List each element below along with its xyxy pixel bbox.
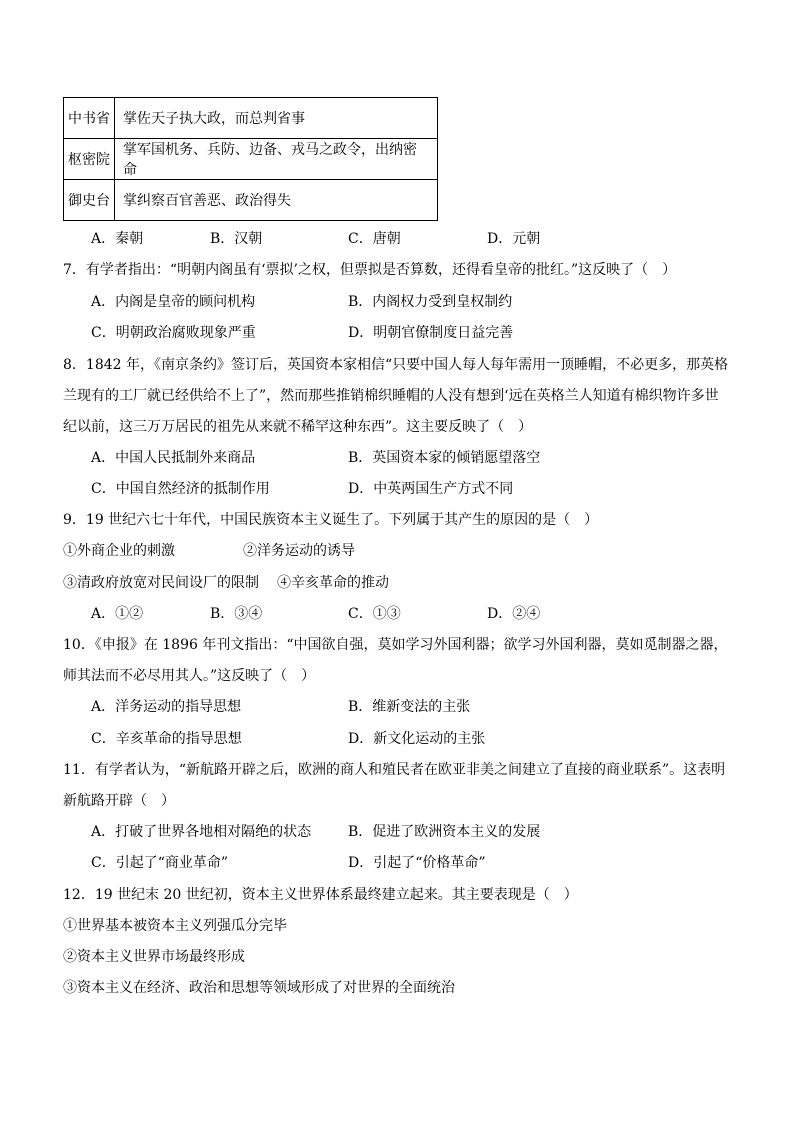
table-row <box>64 139 438 180</box>
institution-duty: 掌纠察百官善恶、政治得失 <box>115 180 438 221</box>
institution-duty: 掌军国机务、兵防、边备、戎马之政令，出纳密命 <box>115 139 438 180</box>
q7-option-a: A．内阁是皇帝的顾问机构 <box>91 294 256 310</box>
q7-option-b: B．内阁权力受到皇权制约 <box>348 294 513 310</box>
q8-option-c: C．中国自然经济的抵制作用 <box>91 481 270 497</box>
q12-item-3: ③资本主义在经济、政治和思想等领域形成了对世界的全面统治 <box>63 980 455 996</box>
q9-item-4: ④辛亥革命的推动 <box>277 575 389 591</box>
q11-stem-line-1: 11．有学者认为，“新航路开辟之后，欧洲的商人和殖民者在欧亚非美之间建立了直接的商业联系”。这表明 <box>63 762 726 778</box>
table-row <box>64 98 438 139</box>
q11-stem-line-2: 新航路开辟（ ） <box>63 793 175 809</box>
q9-item-3: ③清政府放宽对民间设厂的限制 <box>63 575 259 591</box>
q12-item-1: ①世界基本被资本主义列强瓜分完毕 <box>63 918 287 934</box>
q9-stem: 9．19 世纪六七十年代，中国民族资本主义诞生了。下列属于其产生的原因的是（ ） <box>63 512 599 528</box>
q10-stem-line-2: 师其法而不必尽用其人。”这反映了（ ） <box>63 668 316 684</box>
q11-option-a: A．打破了世界各地相对隔绝的状态 <box>91 824 312 840</box>
q6-option-c: C．唐朝 <box>348 231 401 247</box>
q10-option-b: B．维新变法的主张 <box>348 699 471 715</box>
q10-stem-line-1: 10．《申报》在 1896 年刊文指出：“中国欲自强，莫如学习外国利器；欲学习外国利器，莫如觅制器之器， <box>63 637 728 653</box>
institution-name: 中书省 <box>64 98 115 139</box>
q9-option-a: A．①② <box>91 606 144 622</box>
institution-name: 御史台 <box>64 180 115 221</box>
q12-item-2: ②资本主义世界市场最终形成 <box>63 949 245 965</box>
q11-option-c: C．引起了“商业革命” <box>91 855 229 871</box>
q8-stem-line-3: 纪以前，这三万万居民的祖先从来就不稀罕这种东西”。这主要反映了（ ） <box>63 419 533 435</box>
q8-stem-line-2: 兰现有的工厂就已经供给不上了”，然而那些推销棉织睡帽的人没有想到‘远在英格兰人知道有棉织物许多世 <box>63 388 719 404</box>
q7-stem: 7．有学者指出：“明朝内阁虽有‘票拟’之权，但票拟是否算数，还得看皇帝的批红。”这反映了（ ） <box>63 262 677 278</box>
q10-option-c: C．辛亥革命的指导思想 <box>91 731 242 747</box>
q7-option-d: D．明朝官僚制度日益完善 <box>348 325 514 341</box>
table-row <box>64 180 438 221</box>
q8-option-b: B．英国资本家的倾销愿望落空 <box>348 450 541 466</box>
q6-option-d: D．元朝 <box>487 231 541 247</box>
q9-item-2: ②洋务运动的诱导 <box>243 543 355 559</box>
q6-option-b: B．汉朝 <box>210 231 263 247</box>
institution-name: 枢密院 <box>64 139 115 180</box>
q9-option-c: C．①③ <box>348 606 401 622</box>
q11-option-b: B．促进了欧洲资本主义的发展 <box>348 824 541 840</box>
q12-stem: 12．19 世纪末 20 世纪初，资本主义世界体系最终建立起来。其主要表现是（ ） <box>63 887 578 903</box>
institution-duty: 掌佐天子执大政，而总判省事 <box>115 98 438 139</box>
q8-stem-line-1: 8．1842 年，《南京条约》签订后，英国资本家相信“只要中国人每人每年需用一顶睡帽，不必更多，那英格 <box>63 357 729 373</box>
q10-option-a: A．洋务运动的指导思想 <box>91 699 242 715</box>
q9-item-1: ①外商企业的刺激 <box>63 543 175 559</box>
q11-option-d: D．引起了“价格革命” <box>348 855 486 871</box>
q6-option-a: A．秦朝 <box>91 231 144 247</box>
institution-table <box>63 97 438 221</box>
q9-option-b: B．③④ <box>210 606 263 622</box>
q8-option-d: D．中英两国生产方式不同 <box>348 481 514 497</box>
q8-option-a: A．中国人民抵制外来商品 <box>91 450 256 466</box>
q9-option-d: D．②④ <box>487 606 541 622</box>
q7-option-c: C．明朝政治腐败现象严重 <box>91 325 256 341</box>
q10-option-d: D．新文化运动的主张 <box>348 731 486 747</box>
